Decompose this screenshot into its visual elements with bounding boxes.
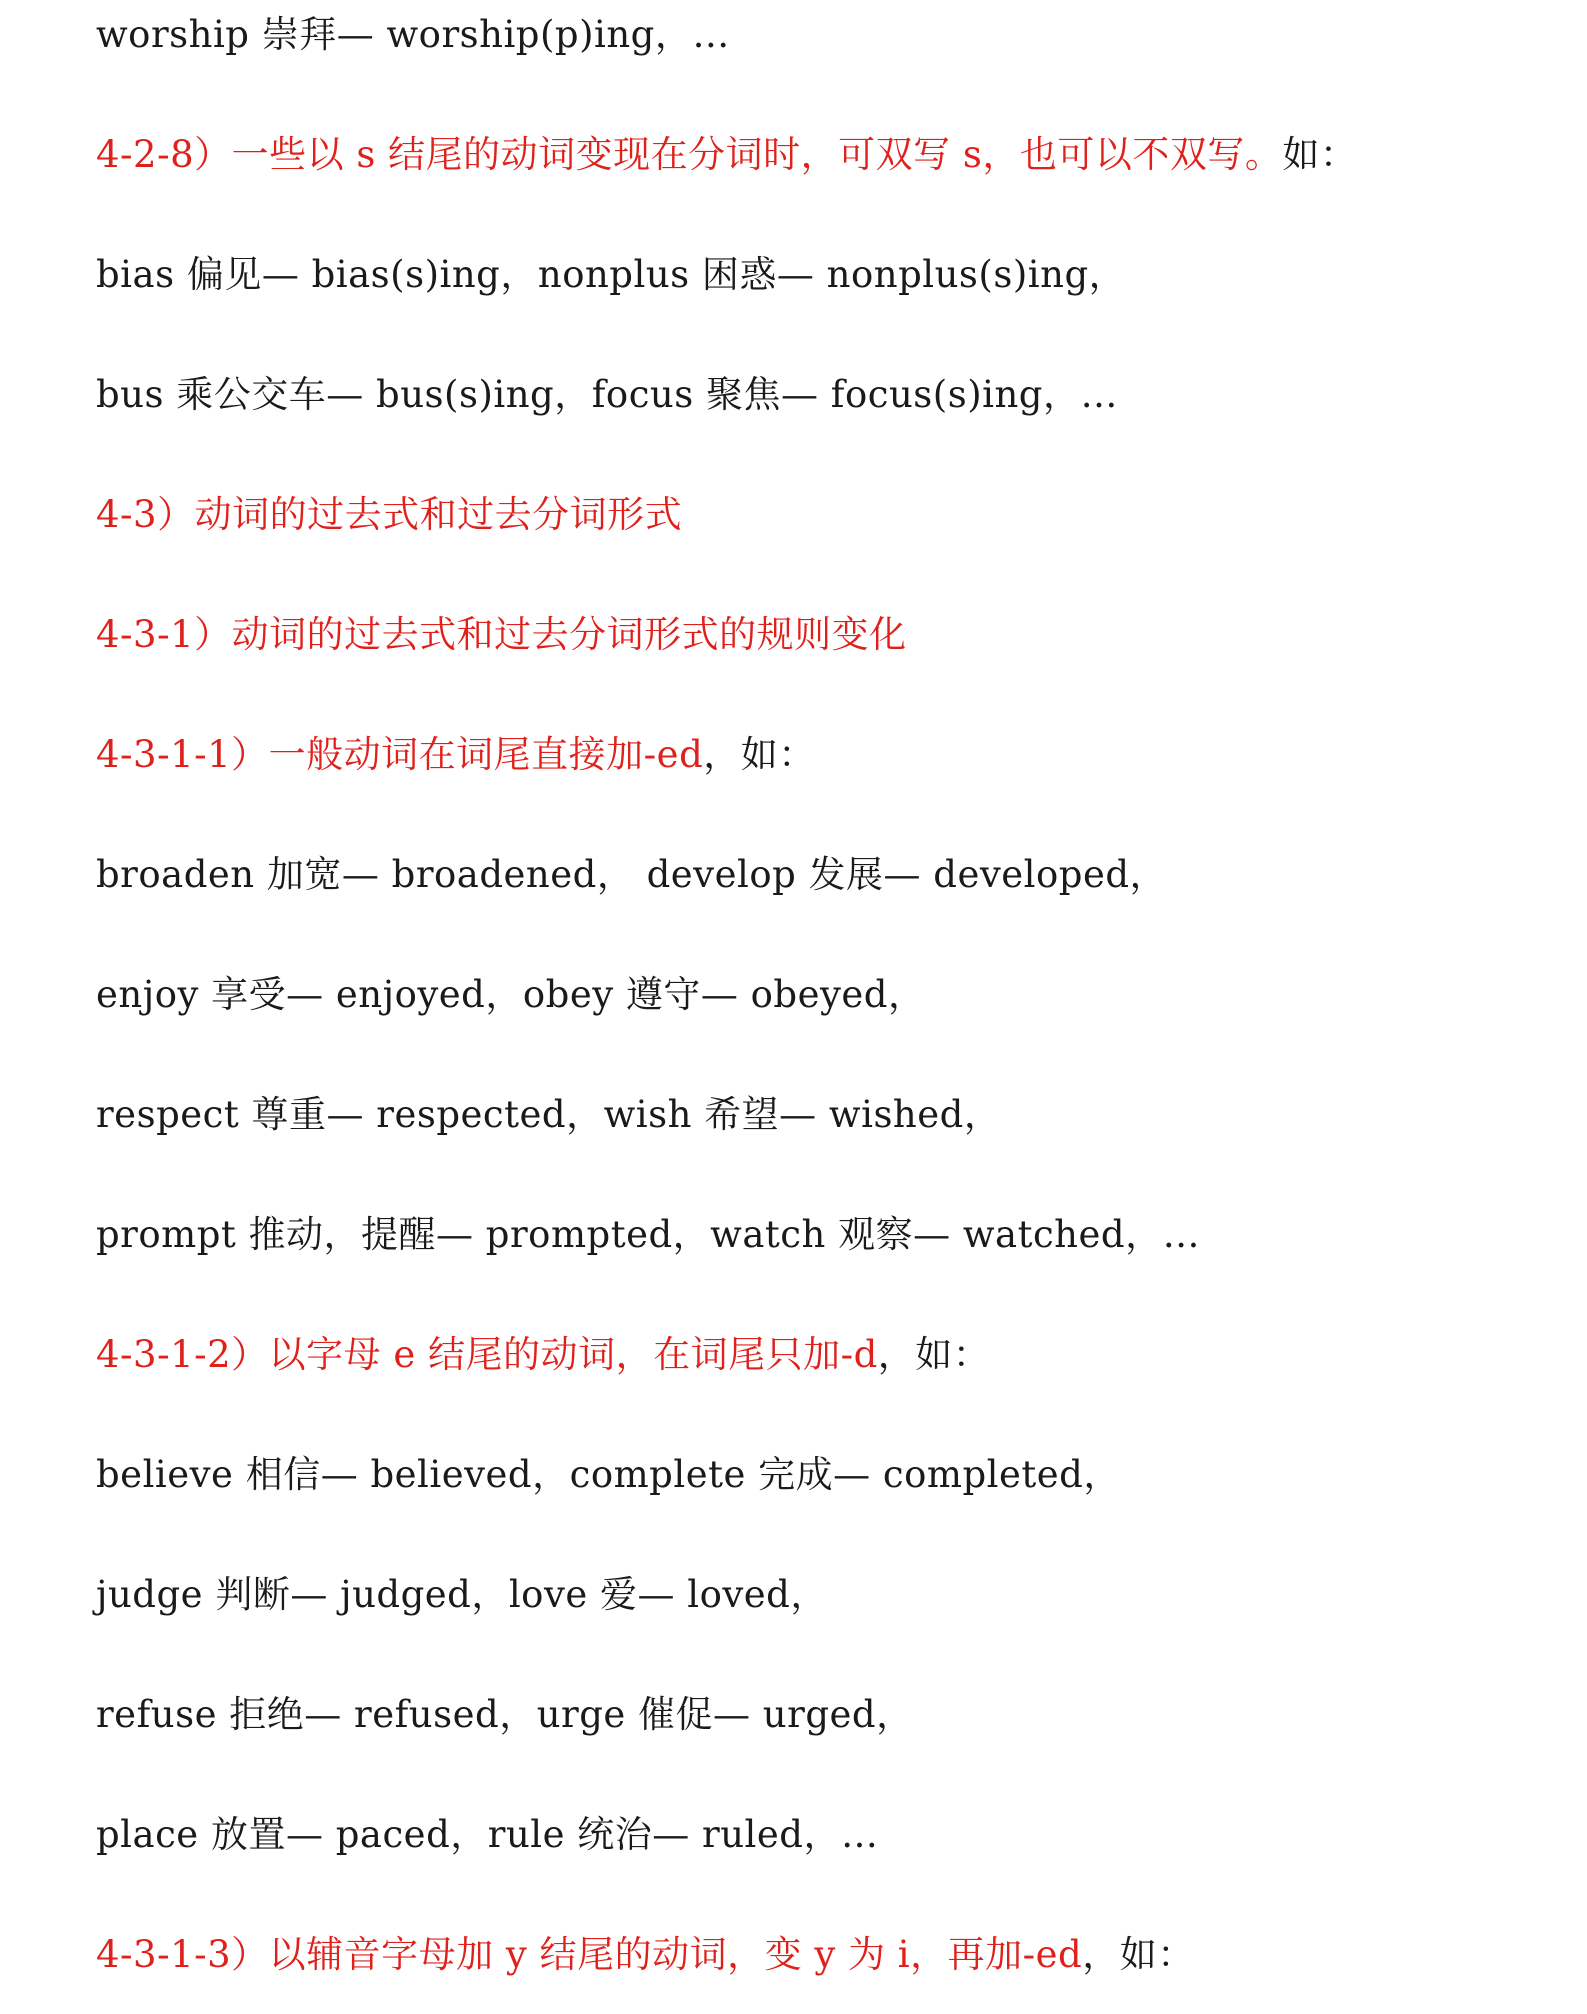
heading-suffix: ，如： xyxy=(877,1333,991,1376)
section-heading xyxy=(96,611,907,659)
line-text: bias 偏见— bias(s)ing，nonplus 困惑— nonplus(s)ing， xyxy=(96,253,1127,296)
line-text: bus 乘公交车— bus(s)ing，focus 聚焦— focus(s)ing，… xyxy=(96,373,1118,416)
heading-suffix: ，如： xyxy=(703,733,816,776)
heading-text: 4-3-1-2）以字母 e 结尾的动词，在词尾只加-d xyxy=(96,1333,878,1376)
section-heading xyxy=(96,1331,990,1379)
heading-text: 4-3-1-1）一般动词在词尾直接加-ed xyxy=(96,733,704,776)
line-text: believe 相信— believed，complete 完成— completed， xyxy=(96,1453,1121,1496)
text-line xyxy=(96,1091,1001,1139)
line-text: enjoy 享受— enjoyed，obey 遵守— obeyed， xyxy=(96,973,926,1016)
heading-text: 4-3-1-3）以辅音字母加 y 结尾的动词，变 y 为 i，再加-ed xyxy=(96,1933,1083,1976)
text-line xyxy=(96,1691,914,1739)
text-line xyxy=(96,251,1126,299)
section-heading xyxy=(96,1931,1195,1979)
line-text: broaden 加宽— broadened， develop 发展— developed， xyxy=(96,853,1168,896)
text-line xyxy=(96,1211,1200,1259)
heading-text: 4-2-8）一些以 s 结尾的动词变现在分词时，可双写 s，也可以不双写。 xyxy=(96,133,1283,176)
line-text: place 放置— paced，rule 统治— ruled，… xyxy=(96,1813,879,1856)
section-heading xyxy=(96,731,816,779)
heading-text: 4-3）动词的过去式和过去分词形式 xyxy=(96,493,683,536)
heading-text: 4-3-1）动词的过去式和过去分词形式的规则变化 xyxy=(96,613,907,656)
line-text: refuse 拒绝— refused，urge 催促— urged， xyxy=(96,1693,914,1736)
line-text: judge 判断— judged，love 爱— loved， xyxy=(96,1573,828,1616)
text-line xyxy=(96,1571,828,1619)
text-line xyxy=(96,851,1167,899)
text-line xyxy=(96,11,730,59)
text-line xyxy=(96,1451,1121,1499)
text-line xyxy=(96,1811,878,1859)
heading-suffix: ，如： xyxy=(1082,1933,1195,1976)
heading-suffix: 如： xyxy=(1282,133,1358,176)
line-text: prompt 推动，提醒— prompted，watch 观察— watched，… xyxy=(96,1213,1201,1256)
line-text: worship 崇拜— worship(p)ing，… xyxy=(96,13,730,56)
section-heading xyxy=(96,491,682,539)
text-line xyxy=(96,371,1118,419)
text-line xyxy=(96,971,925,1019)
line-text: respect 尊重— respected，wish 希望— wished， xyxy=(96,1093,1002,1136)
section-heading xyxy=(96,131,1357,179)
